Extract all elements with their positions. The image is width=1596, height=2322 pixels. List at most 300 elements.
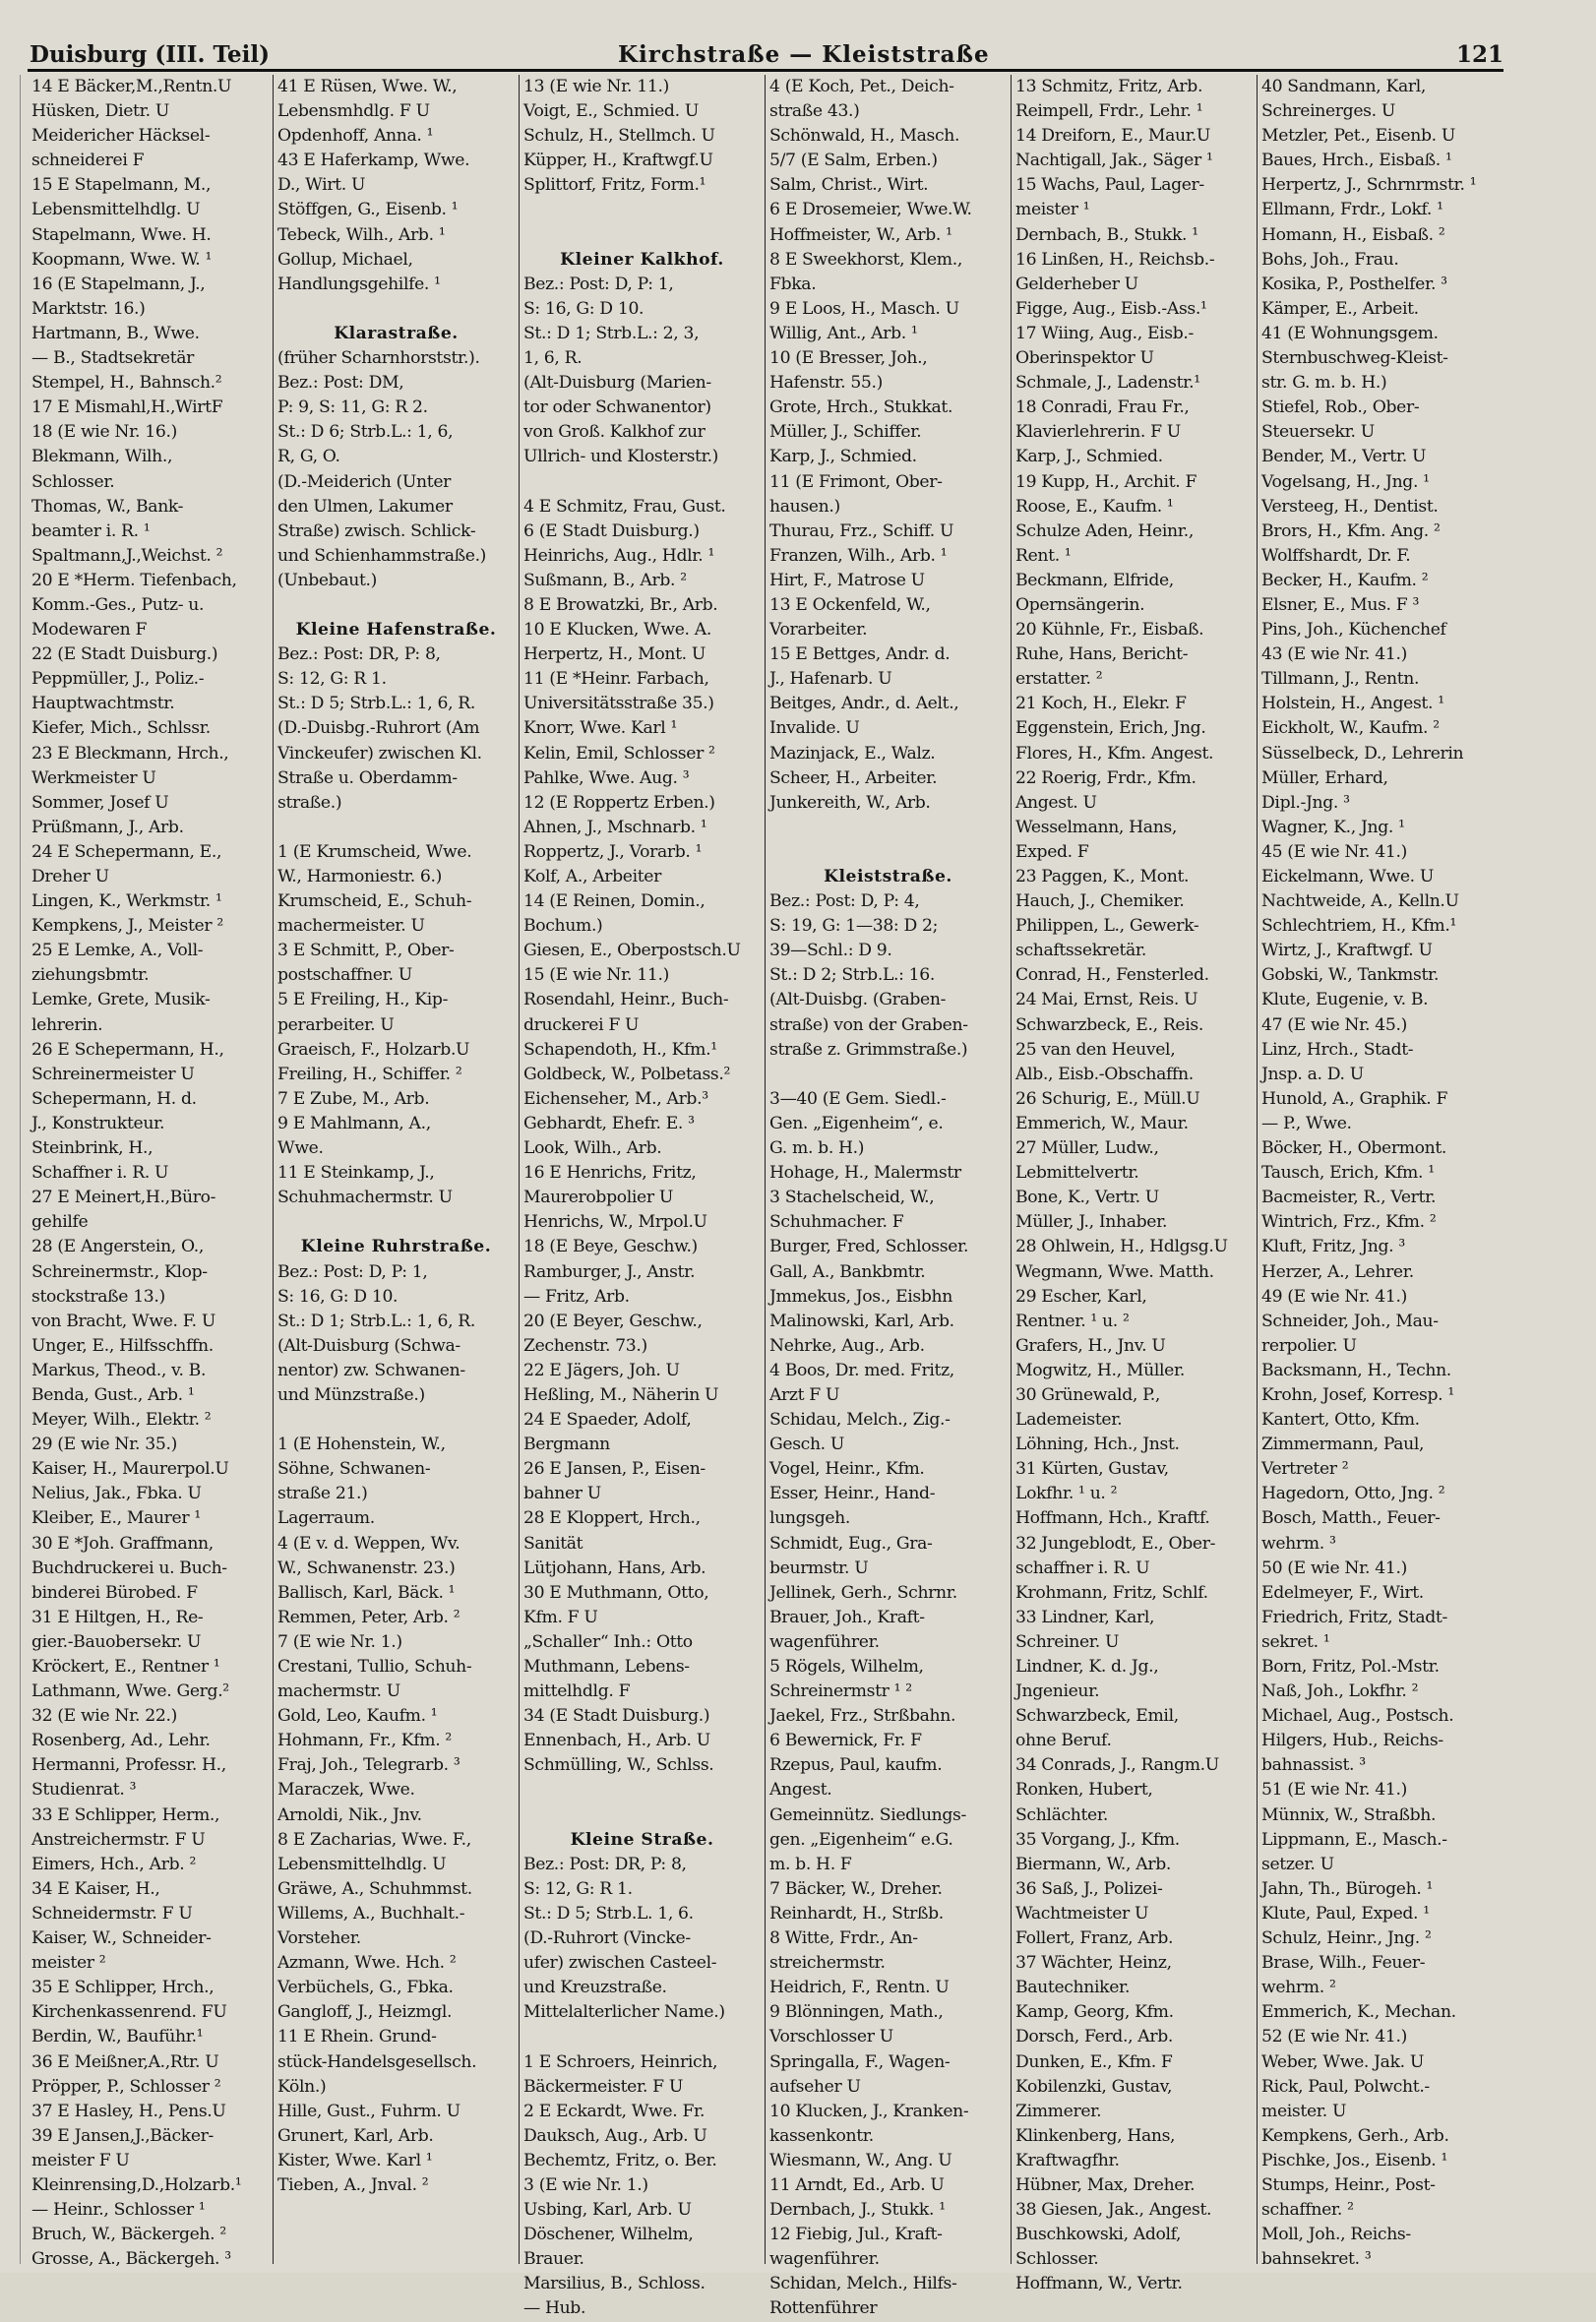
spacer bbox=[277, 593, 515, 618]
directory-entry: Eggenstein, Erich, Jng. bbox=[1015, 718, 1206, 739]
directory-entry: Scheer, H., Arbeiter. bbox=[769, 767, 938, 788]
directory-entry: 25 E Lemke, A., Voll- bbox=[31, 941, 204, 961]
directory-entry: Rosendahl, Heinr., Buch- bbox=[523, 990, 729, 1010]
directory-entry: Backsmann, H., Techn. bbox=[1261, 1360, 1451, 1380]
directory-entry: 34 (E Stadt Duisburg.) bbox=[523, 1706, 710, 1727]
directory-entry: Bez.: Post: DM, bbox=[277, 373, 404, 394]
directory-entry: 17 E Mismahl,H.,WirtF bbox=[31, 397, 223, 418]
directory-entry: 34 E Kaiser, H., bbox=[31, 1878, 160, 1899]
directory-entry: Wachtmeister U bbox=[1015, 1903, 1149, 1924]
directory-entry: Gebhardt, Ehefr. E. ³ bbox=[523, 1113, 695, 1133]
directory-entry: perarbeiter. U bbox=[277, 1014, 395, 1035]
directory-entry: wagenführer. bbox=[769, 2249, 880, 2270]
directory-entry: Schuhmacher. F bbox=[769, 1212, 904, 1233]
directory-entry: 36 Saß, J., Polizei- bbox=[1015, 1878, 1163, 1899]
directory-entry: 13 E Ockenfeld, W., bbox=[769, 594, 931, 615]
directory-entry: Koopmann, Wwe. W. ¹ bbox=[31, 249, 212, 270]
directory-entry: Jellinek, Gerh., Schrnr. bbox=[769, 1582, 957, 1603]
directory-entry: Homann, H., Eisbaß. ² bbox=[1261, 224, 1445, 245]
directory-entry: Bosch, Matth., Feuer- bbox=[1261, 1508, 1441, 1529]
directory-entry: 27 Müller, Ludw., bbox=[1015, 1138, 1159, 1159]
directory-entry: 29 (E wie Nr. 35.) bbox=[31, 1435, 177, 1455]
directory-entry: Emmerich, W., Maur. bbox=[1015, 1113, 1189, 1133]
directory-entry: Hirt, F., Matrose U bbox=[769, 570, 925, 590]
directory-entry: beamter i. R. ¹ bbox=[31, 520, 151, 541]
directory-entry: Reimpell, Frdr., Lehr. ¹ bbox=[1015, 101, 1203, 122]
directory-entry: Hüsken, Dietr. U bbox=[31, 101, 169, 122]
directory-entry: Malinowski, Karl, Arb. bbox=[769, 1311, 954, 1331]
directory-entry: 11 E Rhein. Grund- bbox=[277, 2027, 437, 2047]
directory-entry: Bez.: Post: DR, P: 8, bbox=[523, 1854, 687, 1874]
spacer bbox=[523, 223, 761, 248]
directory-entry: 16 (E Stapelmann, J., bbox=[31, 274, 206, 294]
directory-entry: Brauer, Joh., Kraft- bbox=[769, 1607, 925, 1627]
directory-entry: Lebensmittelhdlg. U bbox=[277, 1854, 447, 1874]
directory-entry: Bohs, Joh., Frau. bbox=[1261, 249, 1399, 270]
directory-entry: Kantert, Otto, Kfm. bbox=[1261, 1410, 1420, 1431]
directory-entry: Peppmüller, J., Poliz.- bbox=[31, 669, 205, 690]
directory-entry: Pins, Joh., Küchenchef bbox=[1261, 620, 1446, 641]
directory-entry: 15 Wachs, Paul, Lager- bbox=[1015, 175, 1204, 196]
directory-entry: Hoffmann, Hch., Kraftf. bbox=[1015, 1508, 1210, 1529]
directory-entry: bahnassist. ³ bbox=[1261, 1755, 1366, 1776]
directory-entry: Nelius, Jak., Fbka. U bbox=[31, 1484, 202, 1504]
directory-entry: Zimmermann, Paul, bbox=[1261, 1435, 1425, 1455]
directory-entry: 14 Dreiforn, E., Maur.U bbox=[1015, 126, 1210, 147]
directory-entry: St.: D 1; Strb.L.: 2, 3, bbox=[523, 323, 700, 343]
directory-entry: 15 (E wie Nr. 11.) bbox=[523, 965, 669, 986]
directory-entry: straße) von der Graben- bbox=[769, 1014, 968, 1035]
directory-entry: Beckmann, Elfride, bbox=[1015, 570, 1174, 590]
directory-entry: Rottenführer bbox=[769, 2298, 878, 2319]
directory-entry: Zimmerer. bbox=[1015, 2101, 1102, 2121]
directory-entry: Schmidt, Eug., Gra- bbox=[769, 1533, 933, 1554]
directory-entry: 11 (E Frimont, Ober- bbox=[769, 471, 943, 492]
spacer bbox=[523, 1803, 761, 1828]
directory-entry: Köln.) bbox=[277, 2076, 327, 2097]
directory-entry: Nachtweide, A., Kelln.U bbox=[1261, 891, 1459, 912]
directory-entry: Krumscheid, E., Schuh- bbox=[277, 891, 472, 912]
directory-entry: Ahnen, J., Mschnarb. ¹ bbox=[523, 817, 707, 837]
directory-entry: Pröpper, P., Schlosser ² bbox=[31, 2076, 221, 2097]
directory-entry: Linz, Hrch., Stadt- bbox=[1261, 1039, 1414, 1060]
directory-entry: Kister, Wwe. Karl ¹ bbox=[277, 2150, 433, 2170]
directory-entry: Wintrich, Frz., Kfm. ² bbox=[1261, 1212, 1437, 1233]
directory-entry: „Schaller“ Inh.: Otto bbox=[523, 1631, 693, 1652]
directory-entry: Splittorf, Fritz, Form.¹ bbox=[523, 175, 706, 196]
directory-entry: 41 E Rüsen, Wwe. W., bbox=[277, 77, 458, 96]
directory-entry: Kirchenkassenrend. FU bbox=[31, 2002, 227, 2023]
directory-entry: Tillmann, J., Rentn. bbox=[1261, 669, 1420, 690]
directory-entry: 43 (E wie Nr. 41.) bbox=[1261, 644, 1407, 665]
directory-entry: 1 E Schroers, Heinrich, bbox=[523, 2051, 718, 2072]
directory-entry: Heidrich, F., Rentn. U bbox=[769, 1978, 950, 1998]
directory-entry: Wirtz, J., Kraftwgf. U bbox=[1261, 941, 1433, 961]
street-heading: Klarastraße. bbox=[334, 323, 459, 343]
directory-entry: Stempel, H., Bahnsch.² bbox=[31, 373, 222, 394]
directory-entry: Meyer, Wilh., Elektr. ² bbox=[31, 1410, 212, 1431]
directory-entry: 35 E Schlipper, Hrch., bbox=[31, 1978, 215, 1998]
directory-entry: tor oder Schwanentor) bbox=[523, 397, 711, 418]
spacer bbox=[523, 470, 761, 495]
directory-entry: 5 E Freiling, H., Kip- bbox=[277, 990, 449, 1010]
directory-entry: Bacmeister, R., Vertr. bbox=[1261, 1188, 1437, 1208]
directory-entry: Schlechtriem, H., Kfm.¹ bbox=[1261, 916, 1457, 937]
directory-entry: Brauer. bbox=[523, 2249, 584, 2270]
directory-entry: 28 (E Angerstein, O., bbox=[31, 1237, 204, 1257]
directory-entry: und Münzstraße.) bbox=[277, 1384, 425, 1405]
directory-entry: 30 E *Joh. Graffmann, bbox=[31, 1533, 214, 1554]
directory-entry: Tausch, Erich, Kfm. ¹ bbox=[1261, 1163, 1435, 1184]
directory-entry: Gesch. U bbox=[769, 1435, 845, 1455]
directory-entry: St.: D 5; Strb.L.: 1, 6, R. bbox=[277, 694, 476, 714]
directory-entry: 25 van den Heuvel, bbox=[1015, 1039, 1176, 1060]
directory-entry: 43 E Haferkamp, Wwe. bbox=[277, 151, 470, 171]
page-number: 121 bbox=[1455, 41, 1504, 68]
directory-entry: Stapelmann, Wwe. H. bbox=[31, 224, 212, 245]
directory-entry: Look, Wilh., Arb. bbox=[523, 1138, 662, 1159]
directory-entry: ziehungsbmtr. bbox=[31, 965, 150, 986]
directory-entry: Lindner, K. d. Jg., bbox=[1015, 1657, 1159, 1677]
directory-entry: 26 E Schepermann, H., bbox=[31, 1039, 224, 1060]
header-rule bbox=[28, 69, 1504, 72]
directory-entry: 16 E Henrichs, Fritz, bbox=[523, 1163, 697, 1184]
directory-entry: 22 Roerig, Frdr., Kfm. bbox=[1015, 767, 1197, 788]
directory-entry: Meidericher Häcksel- bbox=[31, 126, 211, 147]
directory-entry: druckerei F U bbox=[523, 1014, 640, 1035]
directory-entry: Schmülling, W., Schlss. bbox=[523, 1755, 714, 1776]
directory-entry: str. G. m. b. H.) bbox=[1261, 373, 1387, 394]
directory-entry: Dernbach, J., Stukk. ¹ bbox=[769, 2200, 946, 2221]
directory-entry: gen. „Eigenheim“ e.G. bbox=[769, 1829, 953, 1850]
directory-entry: 33 E Schlipper, Herm., bbox=[31, 1804, 220, 1825]
directory-entry: Hauptwachtmstr. bbox=[31, 694, 175, 714]
directory-entry: Gold, Leo, Kaufm. ¹ bbox=[277, 1706, 438, 1727]
directory-entry: 18 (E Beye, Geschw.) bbox=[523, 1237, 698, 1257]
directory-entry: schneiderei F bbox=[31, 151, 145, 171]
directory-entry: Kaiser, W., Schneider- bbox=[31, 1928, 212, 1949]
directory-entry: Kempkens, Gerh., Arb. bbox=[1261, 2125, 1449, 2146]
directory-entry: Brors, H., Kfm. Ang. ² bbox=[1261, 520, 1441, 541]
directory-entry: Rick, Paul, Polwcht.- bbox=[1261, 2076, 1430, 2097]
spacer bbox=[523, 1778, 761, 1803]
directory-entry: m. b. H. F bbox=[769, 1854, 852, 1874]
spacer bbox=[523, 2025, 761, 2049]
header-left: Duisburg (III. Teil) bbox=[30, 41, 271, 68]
directory-entry: Bone, K., Vertr. U bbox=[1015, 1188, 1159, 1208]
directory-entry: straße 21.) bbox=[277, 1484, 368, 1504]
directory-entry: 40 Sandmann, Karl, bbox=[1261, 77, 1427, 96]
directory-entry: mittelhdlg. F bbox=[523, 1681, 631, 1702]
directory-entry: Wiesmann, W., Ang. U bbox=[769, 2150, 952, 2170]
directory-entry: Hübner, Max, Dreher. bbox=[1015, 2174, 1196, 2195]
directory-entry: 9 Blönningen, Math., bbox=[769, 2002, 944, 2023]
directory-entry: Heinrichs, Aug., Hdlr. ¹ bbox=[523, 545, 714, 566]
directory-entry: Universitätsstraße 35.) bbox=[523, 694, 714, 714]
directory-entry: Vorsteher. bbox=[277, 1928, 361, 1949]
directory-entry: Böcker, H., Obermont. bbox=[1261, 1138, 1447, 1159]
directory-entry: 17 Wiing, Aug., Eisb.- bbox=[1015, 323, 1195, 343]
directory-entry: Gräwe, A., Schuhmmst. bbox=[277, 1878, 472, 1899]
directory-entry: G. m. b. H.) bbox=[769, 1138, 865, 1159]
directory-entry: 7 Bäcker, W., Dreher. bbox=[769, 1878, 943, 1899]
directory-entry: Kluft, Fritz, Jng. ³ bbox=[1261, 1237, 1405, 1257]
directory-entry: — B., Stadtsekretär bbox=[31, 348, 195, 369]
directory-entry: 4 Boos, Dr. med. Fritz, bbox=[769, 1360, 954, 1380]
directory-entry: Grafers, H., Jnv. U bbox=[1015, 1335, 1166, 1356]
directory-entry: Unger, E., Hilfsschffn. bbox=[31, 1335, 214, 1356]
directory-entry: 51 (E wie Nr. 41.) bbox=[1261, 1780, 1407, 1801]
directory-entry: Gelderheber U bbox=[1015, 274, 1138, 294]
directory-entry: Schneider, Joh., Mau- bbox=[1261, 1311, 1439, 1331]
directory-entry: Bez.: Post: DR, P: 8, bbox=[277, 644, 441, 665]
directory-entry: Azmann, Wwe. Hch. ² bbox=[277, 1953, 457, 1974]
directory-entry: Hunold, A., Graphik. F bbox=[1261, 1088, 1448, 1109]
directory-entry: Schlosser. bbox=[1015, 2249, 1099, 2270]
directory-entry: Straße u. Oberdamm- bbox=[277, 767, 458, 788]
street-heading: Kleiststraße. bbox=[824, 867, 952, 886]
directory-entry: Lemke, Grete, Musik- bbox=[31, 990, 211, 1010]
directory-entry: 24 E Spaeder, Adolf, bbox=[523, 1410, 692, 1431]
directory-entry: 26 E Jansen, P., Eisen- bbox=[523, 1459, 706, 1480]
directory-entry: Bäckermeister. F U bbox=[523, 2076, 683, 2097]
directory-entry: binderei Bürobed. F bbox=[31, 1582, 198, 1603]
directory-entry: 1 (E Krumscheid, Wwe. bbox=[277, 841, 472, 862]
directory-entry: Wwe. bbox=[277, 1138, 324, 1159]
directory-entry: Figge, Aug., Eisb.-Ass.¹ bbox=[1015, 298, 1207, 319]
directory-entry: Marsilius, B., Schloss. bbox=[523, 2274, 706, 2294]
directory-entry: Kelin, Emil, Schlosser ² bbox=[523, 743, 715, 764]
directory-entry: 10 E Klucken, Wwe. A. bbox=[523, 620, 711, 641]
directory-entry: erstatter. ² bbox=[1015, 669, 1103, 690]
directory-entry: Ennenbach, H., Arb. U bbox=[523, 1731, 710, 1751]
directory-entry: Beitges, Andr., d. Aelt., bbox=[769, 694, 959, 714]
directory-entry: Wegmann, Wwe. Matth. bbox=[1015, 1261, 1214, 1282]
directory-entry: Thomas, W., Bank- bbox=[31, 496, 184, 517]
directory-entry: Lippmann, E., Masch.- bbox=[1261, 1829, 1447, 1850]
directory-entry: Karp, J., Schmied. bbox=[1015, 447, 1163, 467]
directory-entry: 4 (E v. d. Weppen, Wv. bbox=[277, 1533, 460, 1554]
directory-entry: S: 12, G: R 1. bbox=[277, 669, 387, 690]
directory-entry: Zechenstr. 73.) bbox=[523, 1335, 647, 1356]
directory-entry: Heßling, M., Näherin U bbox=[523, 1384, 719, 1405]
directory-entry: machermstr. U bbox=[277, 1681, 400, 1702]
directory-entry: Nachtigall, Jak., Säger ¹ bbox=[1015, 151, 1213, 171]
directory-entry: Bez.: Post: D, P: 1, bbox=[277, 1261, 428, 1282]
directory-entry: 18 Conradi, Frau Fr., bbox=[1015, 397, 1190, 418]
directory-entry: 7 E Zube, M., Arb. bbox=[277, 1088, 430, 1109]
directory-entry: Anstreichermstr. F U bbox=[31, 1829, 206, 1850]
directory-entry: Werkmeister U bbox=[31, 767, 156, 788]
directory-entry: Hagedorn, Otto, Jng. ² bbox=[1261, 1484, 1445, 1504]
directory-entry: Springalla, F., Wagen- bbox=[769, 2051, 951, 2072]
directory-entry: 12 Fiebig, Jul., Kraft- bbox=[769, 2225, 943, 2245]
directory-entry: Schreinermeister U bbox=[31, 1064, 195, 1084]
directory-entry: straße.) bbox=[277, 792, 342, 813]
directory-entry: 11 (E *Heinr. Farbach, bbox=[523, 669, 709, 690]
directory-entry: Dernbach, B., Stukk. ¹ bbox=[1015, 224, 1198, 245]
directory-entry: S: 16, G: D 10. bbox=[277, 1286, 399, 1307]
directory-entry: S: 16, G: D 10. bbox=[523, 298, 645, 319]
directory-entry: Lagerraum. bbox=[277, 1508, 375, 1529]
directory-entry: Berdin, W., Bauführ.¹ bbox=[31, 2027, 204, 2047]
directory-entry: 23 Paggen, K., Mont. bbox=[1015, 867, 1190, 886]
directory-entry: Bender, M., Vertr. U bbox=[1261, 447, 1427, 467]
directory-entry: Kleiber, E., Maurer ¹ bbox=[31, 1508, 201, 1529]
directory-entry: Vertreter ² bbox=[1261, 1459, 1349, 1480]
directory-entry: P: 9, S: 11, G: R 2. bbox=[277, 397, 428, 418]
directory-entry: schaffner i. R. U bbox=[1015, 1558, 1150, 1578]
directory-entry: und Schienhammstraße.) bbox=[277, 545, 487, 566]
directory-entry: Schlächter. bbox=[1015, 1804, 1108, 1825]
directory-entry: 37 E Hasley, H., Pens.U bbox=[31, 2101, 226, 2121]
directory-entry: Ellmann, Frdr., Lokf. ¹ bbox=[1261, 200, 1443, 220]
directory-entry: W., Schwanenstr. 23.) bbox=[277, 1558, 456, 1578]
spacer bbox=[523, 198, 761, 222]
directory-entry: Giesen, E., Oberpostsch.U bbox=[523, 941, 741, 961]
directory-entry: meister ² bbox=[31, 1953, 106, 1974]
directory-entry: Gemeinnütz. Siedlungs- bbox=[769, 1804, 966, 1825]
directory-entry: Rosenberg, Ad., Lehr. bbox=[31, 1731, 211, 1751]
directory-entry: Marktstr. 16.) bbox=[31, 298, 146, 319]
directory-entry: Naß, Joh., Lokfhr. ² bbox=[1261, 1681, 1419, 1702]
directory-entry: 6 E Drosemeier, Wwe.W. bbox=[769, 200, 972, 220]
directory-entry: Angest. U bbox=[1015, 792, 1097, 813]
directory-entry: Tebeck, Wilh., Arb. ¹ bbox=[277, 224, 446, 245]
directory-entry: S: 12, G: R 1. bbox=[523, 1878, 633, 1899]
directory-entry: 31 Kürten, Gustav, bbox=[1015, 1459, 1169, 1480]
directory-entry: lungsgeh. bbox=[769, 1508, 851, 1529]
directory-entry: Mazinjack, E., Walz. bbox=[769, 743, 936, 764]
directory-entry: stockstraße 13.) bbox=[31, 1286, 165, 1307]
directory-entry: streichermstr. bbox=[769, 1953, 886, 1974]
directory-entry: Wagner, K., Jng. ¹ bbox=[1261, 817, 1405, 837]
directory-entry: Schönwald, H., Masch. bbox=[769, 126, 960, 147]
directory-entry: 1, 6, R. bbox=[523, 348, 583, 369]
directory-entry: Fbka. bbox=[769, 274, 817, 294]
directory-entry: Lademeister. bbox=[1015, 1410, 1123, 1431]
column-3 bbox=[520, 75, 766, 2319]
directory-entry: meister. U bbox=[1261, 2101, 1347, 2121]
directory-entry: setzer. U bbox=[1261, 1854, 1334, 1874]
directory-entry: — Fritz, Arb. bbox=[523, 1286, 630, 1307]
directory-entry: 18 (E wie Nr. 16.) bbox=[31, 422, 177, 443]
directory-entry: 29 Escher, Karl, bbox=[1015, 1286, 1147, 1307]
directory-entry: Opdenhoff, Anna. ¹ bbox=[277, 126, 434, 147]
directory-entry: Freiling, H., Schiffer. ² bbox=[277, 1064, 462, 1084]
directory-entry: Maraczek, Wwe. bbox=[277, 1780, 415, 1801]
directory-entry: Hermanni, Professr. H., bbox=[31, 1755, 226, 1776]
directory-entry: (früher Scharnhorststr.). bbox=[277, 348, 480, 369]
directory-entry: 3 E Schmitt, P., Ober- bbox=[277, 941, 455, 961]
directory-entry: Schaffner i. R. U bbox=[31, 1163, 169, 1184]
directory-entry: Michael, Aug., Postsch. bbox=[1261, 1706, 1454, 1727]
street-heading: Kleine Straße. bbox=[570, 1829, 714, 1850]
directory-entry: Lebmittelvertr. bbox=[1015, 1163, 1139, 1184]
directory-entry: Buschkowski, Adolf, bbox=[1015, 2225, 1182, 2245]
directory-entry: 11 E Steinkamp, J., bbox=[277, 1163, 435, 1184]
directory-entry: Hauch, J., Chemiker. bbox=[1015, 891, 1185, 912]
directory-entry: Klute, Eugenie, v. B. bbox=[1261, 990, 1429, 1010]
directory-entry: Komm.-Ges., Putz- u. bbox=[31, 594, 205, 615]
directory-entry: machermeister. U bbox=[277, 916, 425, 937]
directory-entry: Herpertz, H., Mont. U bbox=[523, 644, 706, 665]
directory-entry: Schapendoth, H., Kfm.¹ bbox=[523, 1039, 717, 1060]
directory-entry: 41 (E Wohnungsgem. bbox=[1261, 323, 1439, 343]
directory-entry: Studienrat. ³ bbox=[31, 1780, 137, 1801]
directory-entry: Knorr, Wwe. Karl ¹ bbox=[523, 718, 678, 739]
directory-entry: Kröckert, E., Rentner ¹ bbox=[31, 1657, 220, 1677]
directory-entry: wagenführer. bbox=[769, 1631, 880, 1652]
directory-entry: Prüßmann, J., Arb. bbox=[31, 817, 184, 837]
directory-entry: St.: D 2; Strb.L.: 16. bbox=[769, 965, 935, 986]
column-4 bbox=[766, 75, 1012, 2319]
directory-entry: Crestani, Tullio, Schuh- bbox=[277, 1657, 472, 1677]
directory-entry: kassenkontr. bbox=[769, 2125, 874, 2146]
directory-entry: Schreinerges. U bbox=[1261, 101, 1395, 122]
directory-entry: Stöffgen, G., Eisenb. ¹ bbox=[277, 200, 459, 220]
directory-entry: 5 Rögels, Wilhelm, bbox=[769, 1657, 924, 1677]
directory-entry: Hilgers, Hub., Reichs- bbox=[1261, 1731, 1443, 1751]
directory-entry: 13 (E wie Nr. 11.) bbox=[523, 77, 669, 96]
directory-entry: 15 E Bettges, Andr. d. bbox=[769, 644, 951, 665]
directory-entry: 35 Vorgang, J., Kfm. bbox=[1015, 1829, 1180, 1850]
directory-entry: 3 Stachelscheid, W., bbox=[769, 1188, 935, 1208]
directory-entry: 1 (E Hohenstein, W., bbox=[277, 1435, 446, 1455]
directory-entry: wehrm. ³ bbox=[1261, 1533, 1336, 1554]
directory-entry: Conrad, H., Fensterled. bbox=[1015, 965, 1209, 986]
directory-entry: Schidan, Melch., Hilfs- bbox=[769, 2274, 957, 2294]
directory-entry: Küpper, H., Kraftwgf.U bbox=[523, 151, 713, 171]
directory-entry: Bergmann bbox=[523, 1435, 610, 1455]
directory-entry: Markus, Theod., v. B. bbox=[31, 1360, 207, 1380]
directory-entry: Rentner. ¹ u. ² bbox=[1015, 1311, 1130, 1331]
directory-entry: — Heinr., Schlosser ¹ bbox=[31, 2200, 206, 2221]
directory-entry: 9 E Mahlmann, A., bbox=[277, 1113, 431, 1133]
directory-entry: Bruch, W., Bäckergeh. ² bbox=[31, 2225, 226, 2245]
directory-entry: Wesselmann, Hans, bbox=[1015, 817, 1177, 837]
directory-entry: Schwarzbeck, E., Reis. bbox=[1015, 1014, 1203, 1035]
directory-entry: Salm, Christ., Wirt. bbox=[769, 175, 929, 196]
directory-entry: Voigt, E., Schmied. U bbox=[523, 101, 699, 122]
directory-entry: Löhning, Hch., Jnst. bbox=[1015, 1435, 1180, 1455]
directory-entry: Schulze Aden, Heinr., bbox=[1015, 520, 1194, 541]
street-heading: Kleiner Kalkhof. bbox=[560, 249, 724, 270]
directory-entry: Steuersekr. U bbox=[1261, 422, 1375, 443]
directory-entry: Biermann, W., Arb. bbox=[1015, 1854, 1171, 1874]
directory-entry: Tieben, A., Jnval. ² bbox=[277, 2174, 429, 2195]
directory-entry: 5/7 (E Salm, Erben.) bbox=[769, 151, 938, 171]
directory-entry: Schreinermstr., Klop- bbox=[31, 1261, 208, 1282]
directory-entry: Dreher U bbox=[31, 867, 109, 886]
spacer bbox=[277, 816, 515, 840]
directory-entry: 14 E Bäcker,M.,Rentn.U bbox=[31, 77, 232, 96]
directory-entry: Ramburger, J., Anstr. bbox=[523, 1261, 696, 1282]
directory-entry: Remmen, Peter, Arb. ² bbox=[277, 1607, 460, 1627]
directory-entry: 39 E Jansen,J.,Bäcker- bbox=[31, 2125, 214, 2146]
directory-entry: Roppertz, J., Vorarb. ¹ bbox=[523, 841, 703, 862]
directory-entry: Bochum.) bbox=[523, 916, 603, 937]
directory-entry: 3 (E wie Nr. 1.) bbox=[523, 2174, 648, 2195]
directory-entry: Bez.: Post: D, P: 4, bbox=[769, 891, 920, 912]
directory-entry: Straße) zwisch. Schlick- bbox=[277, 520, 476, 541]
directory-entry: Philippen, L., Gewerk- bbox=[1015, 916, 1199, 937]
directory-entry: Herzer, A., Lehrer. bbox=[1261, 1261, 1414, 1282]
directory-entry: 45 (E wie Nr. 41.) bbox=[1261, 841, 1407, 862]
directory-entry: Klinkenberg, Hans, bbox=[1015, 2125, 1176, 2146]
directory-entry: stück-Handelsgesellsch. bbox=[277, 2051, 477, 2072]
directory-entry: 20 (E Beyer, Geschw., bbox=[523, 1311, 703, 1331]
